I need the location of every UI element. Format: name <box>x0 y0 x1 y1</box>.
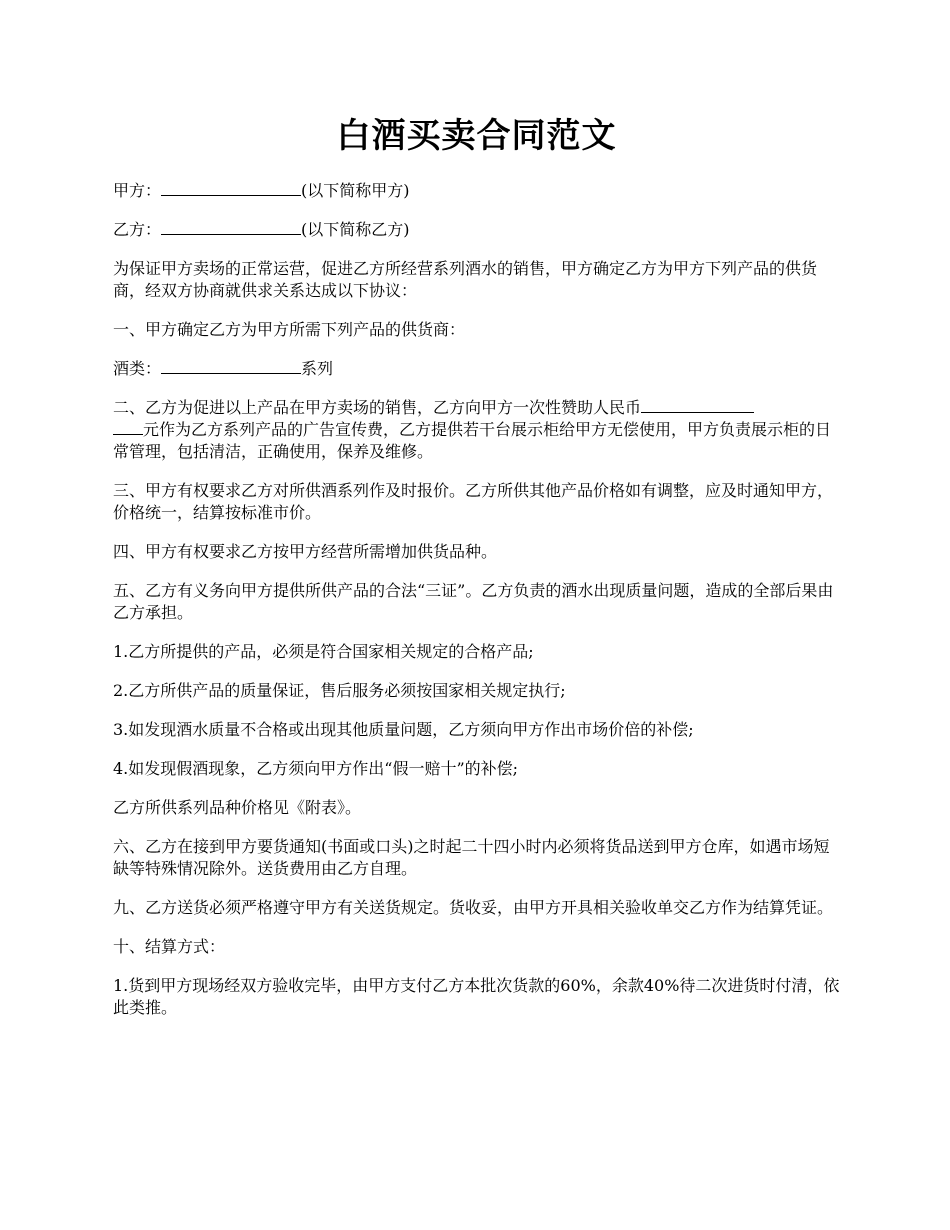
liquor-type-blank <box>161 358 301 374</box>
document-title: 白酒买卖合同范文 <box>336 116 617 156</box>
list-item: 1.乙方所提供的产品，必须是符合国家相关规定的合格产品; <box>113 642 534 661</box>
liquor-type-suffix: 系列 <box>301 359 334 378</box>
clause-2 <box>113 397 840 463</box>
liquor-type-line <box>113 358 840 380</box>
liquor-type-label: 酒类： <box>113 359 162 378</box>
list-item: 3.如发现酒水质量不合格或出现其他质量问题，乙方须向甲方作出市场价倍的补偿; <box>113 720 694 739</box>
clause-10: 十、结算方式： <box>113 937 226 956</box>
clause-2-first-line: 二、乙方为促进以上产品在甲方卖场的销售，乙方向甲方一次性赞助人民币 <box>113 398 642 417</box>
party-b-blank <box>161 219 301 235</box>
party-a-label: 甲方： <box>113 181 162 200</box>
list-item: 2.乙方所供产品的质量保证，售后服务必须按国家相关规定执行; <box>113 681 566 700</box>
settlement-item-1: 1.货到甲方现场经双方验收完毕，由甲方支付乙方本批次货款的60%，余款40%待二次进货时付清，依此类推。 <box>113 976 840 1017</box>
sponsorship-amount-blank-continued <box>113 419 143 435</box>
party-b-label: 乙方： <box>113 220 162 239</box>
sponsorship-amount-blank <box>641 397 754 413</box>
intro-paragraph: 为保证甲方卖场的正常运营，促进乙方所经营系列酒水的销售，甲方确定乙方为甲方下列产品的供货商，经双方协商就供求关系达成以下协议： <box>113 259 818 300</box>
contract-page <box>113 110 840 1036</box>
clause-6: 六、乙方在接到甲方要货通知(书面或口头)之时起二十四小时内必须将货品送到甲方仓库，如遇市场短缺等特殊情况除外。送货费用由乙方自理。 <box>113 837 830 878</box>
party-a-line <box>113 180 840 202</box>
clause-1: 一、甲方确定乙方为甲方所需下列产品的供货商： <box>113 320 466 339</box>
party-a-suffix: (以下简称甲方) <box>301 181 410 200</box>
clause-5: 五、乙方有义务向甲方提供所供产品的合法“三证”。乙方负责的酒水出现质量问题，造成的全部后果由乙方承担。 <box>113 581 834 622</box>
clause-9: 九、乙方送货必须严格遵守甲方有关送货规定。货收妥，由甲方开具相关验收单交乙方作为结算凭证。 <box>113 898 834 917</box>
party-b-line <box>113 219 840 241</box>
party-a-blank <box>161 180 301 196</box>
clause-2-rest: 元作为乙方系列产品的广告宣传费，乙方提供若干台展示柜给甲方无偿使用，甲方负责展示柜的日常管理，包括清洁，正确使用，保养及维修。 <box>113 420 832 461</box>
price-note: 乙方所供系列品种价格见《附表》。 <box>113 798 362 817</box>
clause-3: 三、甲方有权要求乙方对所供酒系列作及时报价。乙方所供其他产品价格如有调整，应及时通知甲方，价格统一，结算按标准市价。 <box>113 481 834 522</box>
clause-4: 四、甲方有权要求乙方按甲方经营所需增加供货品种。 <box>113 542 498 561</box>
party-b-suffix: (以下简称乙方) <box>301 220 410 239</box>
list-item: 4.如发现假酒现象，乙方须向甲方作出“假一赔十”的补偿; <box>113 759 519 778</box>
